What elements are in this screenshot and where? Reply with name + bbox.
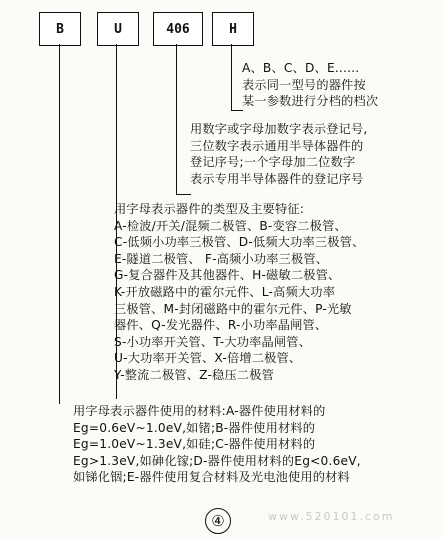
watermark: www.520101.com <box>268 510 395 523</box>
registration-description: 用数字或字母加数字表示登记号, 三位数字表示通用半导体器件的 登记序号;一个字母加二位数字 表示专用半导体器件的登记序号 <box>190 122 368 186</box>
code-box-type <box>97 12 139 46</box>
code-letter: U <box>114 21 122 37</box>
type-description: 用字母表示器件的类型及主要特征: A-检波/开关/混频二极管、B-变容二极管、 C-低频小功率三极管、D-低频大功率三极管、 E-隧道二极管、 F-高频小功率三极管、 G-复合器件及其他器件、H-磁敏二极管、 K-开放磁路中的霍尔元件、L-高频大功率 三极管、M-封闭磁路中的霍尔元件、P-光敏 器件、Q-发光器件、R-小功率晶闸管、 S-小功率开关管、T-大功率晶闸管、 U-大功率开关管、X-倍增二极管、 Y-整流二极管、Z-稳压二极管 <box>114 202 365 382</box>
code-letter: B <box>56 21 64 37</box>
figure-number <box>205 508 231 534</box>
connector-registration <box>176 44 191 195</box>
material-description: 用字母表示器件使用的材料:A-器件使用材料的 Eg=0.6eV~1.0eV,如锗;B-器件使用材料的 Eg=1.0eV~1.3eV,如硅;C-器件使用材料的 Eg>1.3eV,如砷化镓;D-器件使用材料的Eg<0.6eV, 如锑化铟;E-器件使用复合材料及光电池使用的材料 <box>73 404 361 485</box>
grade-description: A、B、C、D、E...... 表示同一型号的器件按 某一参数进行分档的档次 <box>242 61 379 109</box>
figure-number-label: ④ <box>211 512 225 530</box>
code-letter: H <box>229 21 237 37</box>
code-box-registration <box>153 12 203 46</box>
code-number: 406 <box>166 21 190 37</box>
connector-material <box>59 44 60 404</box>
connector-type <box>116 44 117 199</box>
code-box-grade <box>212 12 254 46</box>
code-box-material <box>39 12 81 46</box>
